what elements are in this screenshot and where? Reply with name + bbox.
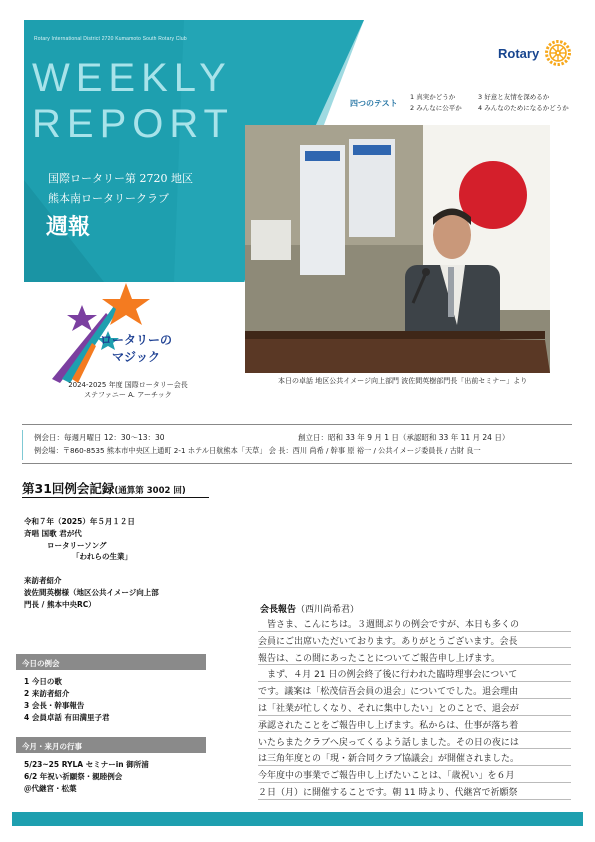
club-name: 熊本南ロータリークラブ xyxy=(48,192,169,205)
club-english-name: Rotary International District 2720 Kumamoto South Rotary Club xyxy=(34,36,187,42)
four-way-test-title: 四つのテスト xyxy=(350,99,398,108)
song-line: 斉唱 国歌 君が代 xyxy=(24,529,82,538)
visitor-line: 門長 / 熊本中央RC） xyxy=(24,600,96,609)
report-rule xyxy=(258,647,571,648)
report-rule xyxy=(258,765,571,766)
report-rule xyxy=(258,681,571,682)
report-line: ２日（月）に開催することです。朝 11 時より、代継宮で祈願祭 xyxy=(258,788,518,798)
section-title xyxy=(22,479,186,497)
divider xyxy=(22,463,572,464)
meeting-date: 令和７年（2025）年５月１２日 xyxy=(24,517,135,526)
president-info xyxy=(58,380,198,400)
report-rule xyxy=(258,631,571,632)
today-item: 2 来訪者紹介 xyxy=(24,689,70,698)
rotary-logo-text: Rotary xyxy=(498,46,540,61)
events-header: 今月・来月の行事 xyxy=(16,737,206,753)
report-rule xyxy=(258,799,571,800)
event-item: 5/23~25 RYLA セミナーin 御所浦 xyxy=(24,760,149,769)
weekly-title: WEEKLY xyxy=(32,56,232,100)
report-line: いたらまたクラブへ戻ってくるよう話しました。その日の夜には xyxy=(258,737,519,748)
report-rule xyxy=(258,698,571,699)
photo-caption: 本日の卓話 地区公共イメージ向上部門 波佐間英樹部門長「出前セミナー」より xyxy=(278,377,528,385)
today-item: 4 会員卓話 有田満里子君 xyxy=(24,713,110,722)
section-subtitle: (通算第 3002 回) xyxy=(114,486,186,496)
section-title-main: 第31回例会記録 xyxy=(22,481,115,496)
footer-bar xyxy=(12,812,583,826)
meeting-day: 例会日：毎週月曜日 12：30～13：30 xyxy=(34,433,165,442)
theme-line-1: ロータリーの xyxy=(100,333,173,347)
report-line: は「社業が忙しくなり、それに集中したい」とのことで、退会が xyxy=(258,704,519,714)
speaker-illustration xyxy=(245,125,550,373)
report-rule xyxy=(258,664,571,665)
report-line: 承認されたことをご報告申し上げます。私からは、仕事が落ち着 xyxy=(258,720,519,731)
rotary-wheel-icon xyxy=(545,40,571,66)
shuho-title: 週報 xyxy=(46,215,91,240)
report-title: REPORT xyxy=(32,102,234,146)
report-line: 皆さま、こんにちは。３週間ぶりの例会ですが、本日も多くの xyxy=(258,620,520,630)
president-report-heading xyxy=(260,602,359,615)
president-name: ステファニー A. アーチック xyxy=(84,391,172,399)
report-line: 会員にご出席いただいております。ありがとうございます。会長 xyxy=(258,636,518,647)
report-rule xyxy=(258,731,571,732)
visitor-line: 波佐間英樹様（地区公共イメージ向上部 xyxy=(24,588,159,597)
event-item: 6/2 年祝い祈願祭・親睦例会 xyxy=(24,772,123,781)
today-item: 3 会長・幹事報告 xyxy=(24,701,85,710)
song-line: ロータリーソング xyxy=(47,541,107,550)
report-line: です。議案は「松茂信吾会員の退会」についてでした。退会理由 xyxy=(258,687,519,698)
visitor-title: 来訪者紹介 xyxy=(24,576,62,585)
today-meeting-header: 今日の例会 xyxy=(16,654,206,670)
report-rule xyxy=(258,715,571,716)
four-way-test-item: 2 みんなに公平か xyxy=(410,104,462,112)
song-line: 「われらの生業」 xyxy=(72,552,132,561)
report-rule xyxy=(258,782,571,783)
report-line: は三角年度との「現・新合同クラブ協議会」が開催されました。 xyxy=(258,754,520,765)
theme-line-2: マジック xyxy=(112,350,161,364)
four-way-test-item: 4 みんなのためになるかどうか xyxy=(478,104,569,112)
meeting-place: 例会場：〒860-8535 熊本市中央区上通町 2-1 ホテル日航熊本「天草」 会 長：西川 尚希 / 幹事 原 裕一 / 公共イメージ委員長 / 古財 良一 xyxy=(34,446,481,455)
report-line: 報告は、この間にあったことについてご報告申し上げます。 xyxy=(258,653,501,664)
section-rule xyxy=(22,497,209,498)
speaker-photo xyxy=(245,125,550,373)
divider xyxy=(22,424,572,425)
four-way-test-item: 1 真実かどうか xyxy=(410,93,456,101)
report-line: まず、４月 21 日の例会終了後に行われた臨時理事会について xyxy=(258,670,518,681)
district-name: 国際ロータリー第 2720 地区 xyxy=(48,172,193,185)
founding-date: 創立日：昭和 33 年 9 月 1 日（承認昭和 33 年 11 月 24 日） xyxy=(298,433,510,442)
president-year: 2024-2025 年度 国際ロータリー会長 xyxy=(68,381,188,389)
report-rule xyxy=(258,748,571,749)
report-line: 今年度中の事業でご報告申し上げたいことは、「歳祝い」を６月 xyxy=(258,771,515,782)
report-heading-name: （西川尚希君） xyxy=(296,605,360,615)
today-item: 1 今日の歌 xyxy=(24,677,62,686)
event-item: ＠代継宮・松葉 xyxy=(24,784,77,793)
info-accent xyxy=(22,430,23,460)
report-heading-label: 会長報告 xyxy=(260,605,297,615)
four-way-test-item: 3 好意と友情を深めるか xyxy=(478,93,550,101)
